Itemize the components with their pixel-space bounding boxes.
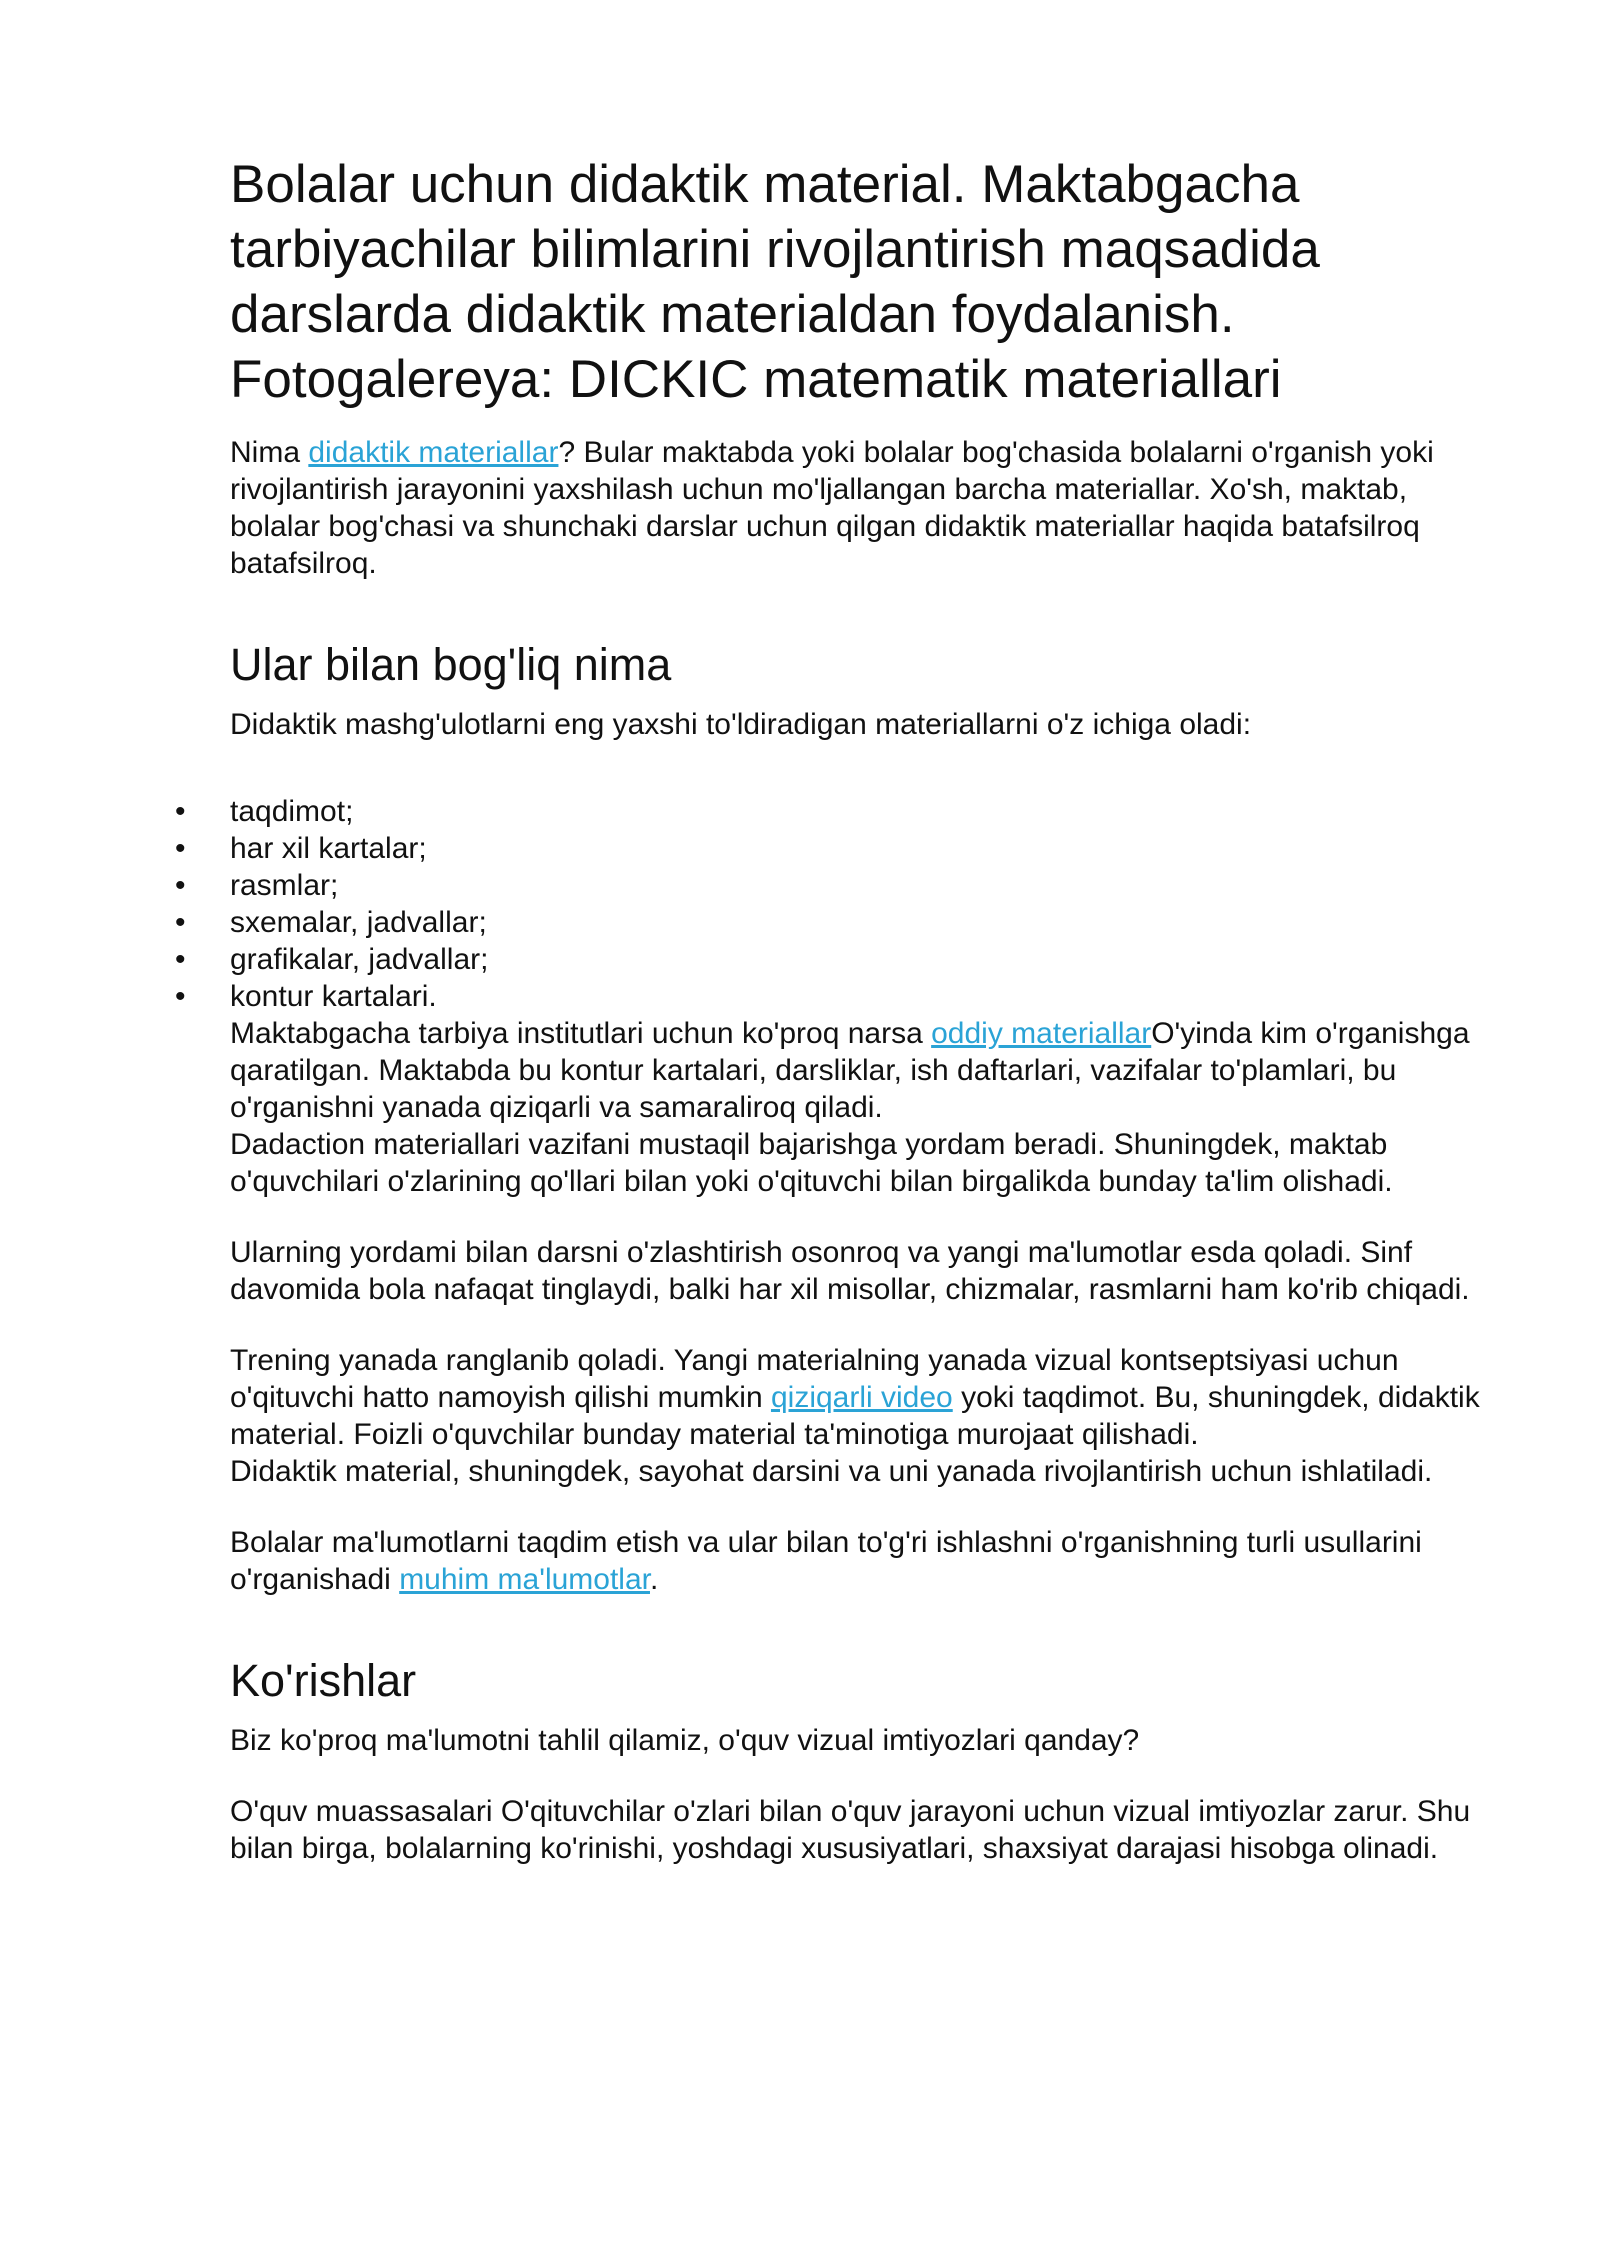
page-title: Bolalar uchun didaktik material. Maktabgacha tarbiyachilar bilimlarini rivojlantirish maqsadida darslarda didaktik materialdan foydalanish. Fotogalereya: DICKIC matematik materiallari bbox=[230, 155, 1320, 409]
intro-text-before: Nima bbox=[230, 436, 309, 469]
dadaction-paragraph: Dadaction materiallari vazifani mustaqil bajarishga yordam beradi. Shuningdek, maktab o'quvchilari o'zlarining qo'llari bilan yoki o'qituvchi bilan birgalikda bunday ta'lim olishadi. bbox=[230, 1128, 1393, 1198]
preschool-text-after: O'yinda kim o'rganishga qaratilgan. Maktabda bu kontur kartalari, darsliklar, ish daftarlari, vazifalar to'plamlari, bu o'rganishni yanada qiziqarli va samaraliroq qiladi. bbox=[230, 1017, 1470, 1124]
training-text-after: yoki taqdimot. Bu, shuningdek, didaktik material. Foizli o'quvchilar bunday material ta'minotiga murojaat qilishadi. bbox=[230, 1381, 1480, 1451]
intro-text-after: ? Bular maktabda yoki bolalar bog'chasida bolalarni o'rganish yoki rivojlantirish jarayonini yaxshilash uchun mo'ljallangan barcha materiallar. Xo'sh, maktab, bolalar bog'chasi va shunchaki darslar uchun qilgan didaktik materiallar haqida batafsilroq batafsilroq. bbox=[230, 436, 1434, 580]
methods-text-before: Bolalar ma'lumotlarni taqdim etish va ular bilan to'g'ri ishlashni o'rganishning turli usullarini o'rganishadi bbox=[230, 1526, 1422, 1596]
document-page bbox=[230, 152, 1490, 1867]
section-heading-korishlar: Ko'rishlar bbox=[230, 1655, 417, 1706]
preschool-paragraph bbox=[230, 1015, 1490, 1126]
materials-list bbox=[230, 793, 1490, 1015]
korishlar-question: Biz ko'proq ma'lumotni tahlil qilamiz, o'quv vizual imtiyozlari qanday? bbox=[230, 1724, 1140, 1757]
travel-paragraph: Didaktik material, shuningdek, sayohat darsini va uni yanada rivojlantirish uchun ishlatiladi. bbox=[230, 1455, 1433, 1488]
muhim-malumotlar-link[interactable]: muhim ma'lumotlar bbox=[399, 1563, 650, 1596]
qiziqarli-video-link[interactable]: qiziqarli video bbox=[770, 1381, 953, 1414]
didaktik-materiallar-link[interactable]: didaktik materiallar bbox=[308, 436, 559, 469]
list-item: • sxemalar, jadvallar; bbox=[230, 904, 1490, 941]
preschool-text-before: Maktabgacha tarbiya institutlari uchun ko'proq narsa bbox=[230, 1017, 932, 1050]
section-heading-ular-bilan: Ular bilan bog'liq nima bbox=[230, 639, 672, 690]
list-item: • rasmlar; bbox=[230, 867, 1490, 904]
lesson-paragraph: Ularning yordami bilan darsni o'zlashtirish osonroq va yangi ma'lumotlar esda qoladi. Sinf davomida bola nafaqat tinglaydi, balki har xil misollar, chizmalar, rasmlarni ham ko'rib chiqadi. bbox=[230, 1236, 1470, 1306]
methods-paragraph bbox=[230, 1524, 1490, 1598]
list-item: • taqdimot; bbox=[230, 793, 1490, 830]
section1-lead: Didaktik mashg'ulotlarni eng yaxshi to'ldiradigan materiallarni o'z ichiga oladi: bbox=[230, 708, 1252, 741]
intro-paragraph bbox=[230, 434, 1490, 582]
training-text-before: Trening yanada ranglanib qoladi. Yangi materialning yanada vizual kontseptsiyasi uchun o'qituvchi hatto namoyish qilishi mumkin bbox=[230, 1344, 1399, 1414]
list-item: • grafikalar, jadvallar; bbox=[230, 941, 1490, 978]
training-paragraph bbox=[230, 1342, 1490, 1453]
list-item: • kontur kartalari. bbox=[230, 978, 1490, 1015]
list-item: • har xil kartalar; bbox=[230, 830, 1490, 867]
institutions-paragraph: O'quv muassasalari O'qituvchilar o'zlari bilan o'quv jarayoni uchun vizual imtiyozlar zarur. Shu bilan birga, bolalarning ko'rinishi, yoshdagi xususiyatlari, shaxsiyat darajasi hisobga olinadi. bbox=[230, 1795, 1471, 1865]
methods-text-after: . bbox=[649, 1563, 659, 1596]
oddiy-materiallar-link[interactable]: oddiy materiallar bbox=[931, 1017, 1152, 1050]
